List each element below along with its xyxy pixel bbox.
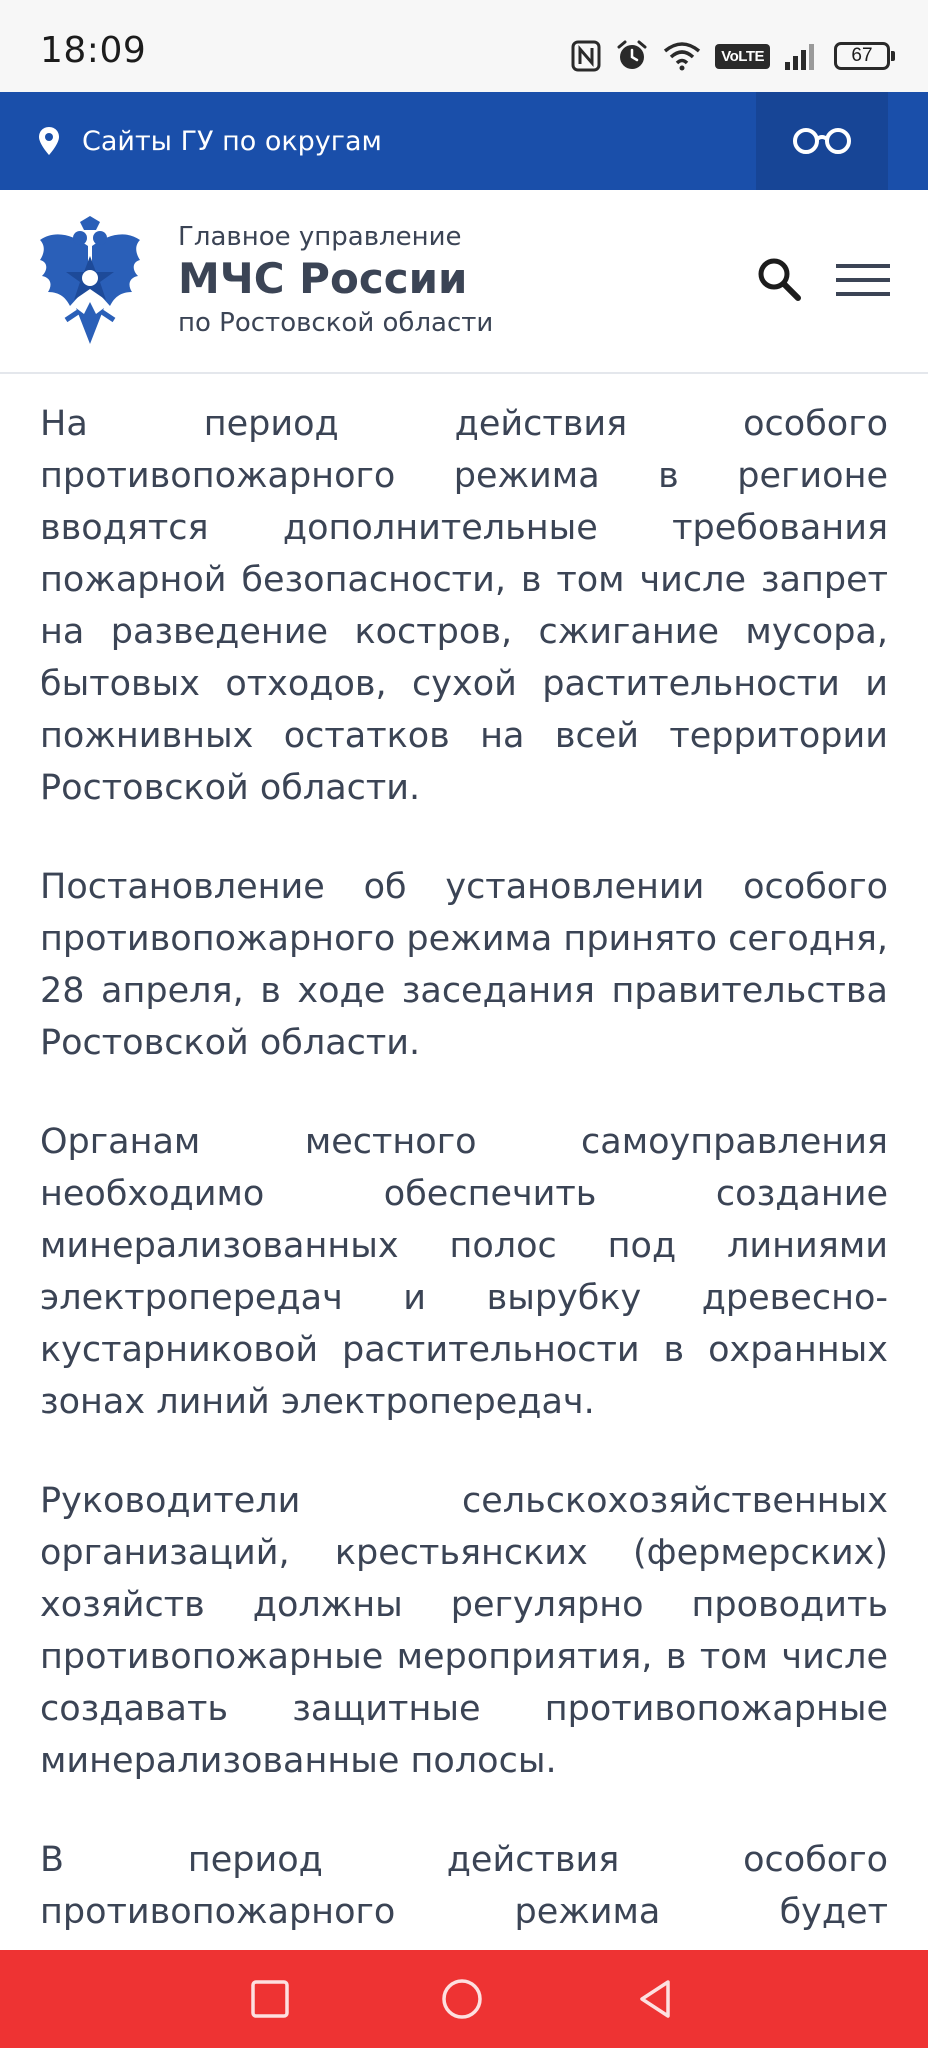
system-nav-bar (0, 1950, 928, 2048)
regional-sites-link[interactable] (38, 92, 382, 190)
home-circle-icon[interactable] (440, 1977, 484, 2021)
status-time: 18:09 (40, 30, 147, 71)
alarm-icon (615, 39, 649, 73)
article-body (40, 398, 888, 1985)
search-icon[interactable] (756, 256, 802, 302)
accessibility-button[interactable] (756, 92, 888, 190)
region-bar (0, 92, 928, 190)
signal-icon (784, 41, 820, 71)
volte-icon: VoLTE (715, 44, 770, 69)
recents-square-icon[interactable] (248, 1977, 292, 2021)
status-bar (0, 0, 928, 92)
article-paragraph-2: Постановление об установлении особого противопожарного режима принято сегодня, 28 апреля, в ходе заседания правительства Ростовской области. (40, 867, 888, 1063)
location-pin-icon (38, 126, 60, 156)
article-paragraph-5: В период действия особого противопожарного режима будет (40, 1840, 888, 1932)
org-name-line1: Главное управление (178, 222, 462, 252)
back-triangle-icon[interactable] (634, 1977, 678, 2021)
hamburger-menu-icon[interactable] (836, 260, 890, 300)
article-paragraph-3: Органам местного самоуправления необходимо обеспечить создание минерализованных полос под линиями электропередач и вырубку древесно-кустарниковой растительности в охранных зонах линий электропередач. (40, 1122, 888, 1422)
battery-level: 67 (851, 45, 873, 66)
org-name-line3: по Ростовской области (178, 308, 494, 338)
glasses-icon (791, 126, 853, 156)
battery-icon (834, 42, 890, 70)
article-paragraph-1: На период действия особого противопожарного режима в регионе вводятся дополнительные требования пожарной безопасности, в том числе запрет на разведение костров, сжигание мусора, бытовых отходов, сухой растительности и пожнивных остатков на всей территории Ростовской области. (40, 404, 888, 808)
wifi-icon (663, 41, 701, 71)
article-paragraph-4: Руководители сельскохозяйственных организаций, крестьянских (фермерских) хозяйств должны регулярно проводить противопожарные мероприятия, в том числе создавать защитные противопожарные минерализованные полосы. (40, 1481, 888, 1781)
status-icons (571, 36, 890, 76)
mchs-emblem-icon[interactable] (36, 216, 144, 346)
regional-sites-label: Сайты ГУ по округам (82, 125, 382, 157)
nfc-icon (571, 40, 601, 72)
site-header (0, 190, 928, 374)
org-name-title[interactable]: МЧС России (178, 254, 468, 303)
